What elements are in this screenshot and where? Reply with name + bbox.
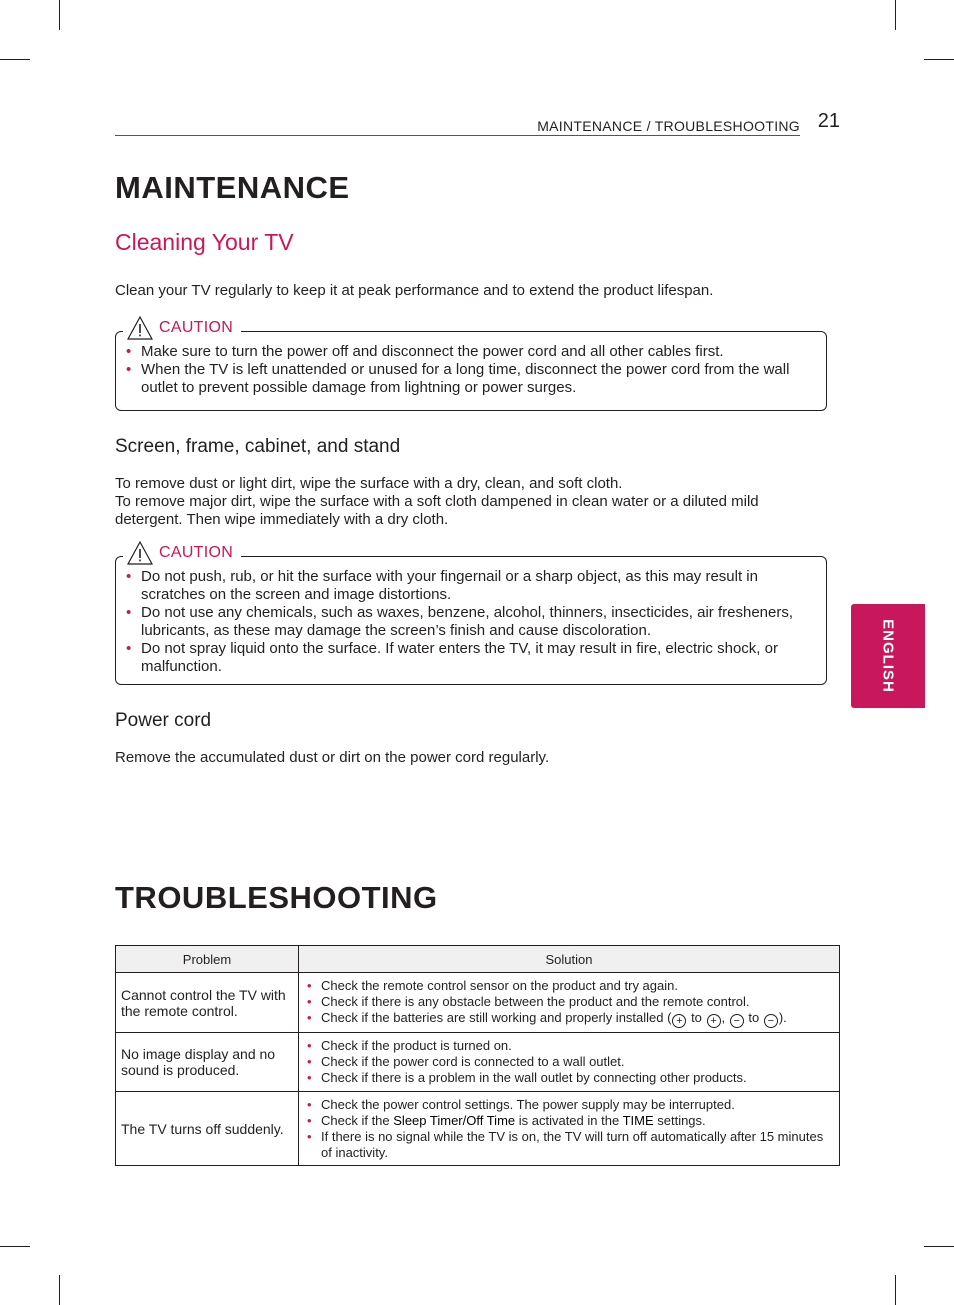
battery-text: ). <box>778 1009 787 1025</box>
caution-box <box>115 319 827 411</box>
troubleshooting-table <box>115 945 840 1166</box>
solution-cell <box>299 973 840 1033</box>
caution-label: CAUTION <box>159 319 234 336</box>
sleep-timer-setting-name: Sleep Timer/Off Time <box>393 1112 516 1128</box>
problem-cell: The TV turns off suddenly. <box>116 1092 299 1166</box>
problem-cell: No image display and no sound is produced. <box>116 1033 299 1092</box>
minus-button-icon: − <box>764 1014 778 1028</box>
troubleshooting-title: TROUBLESHOOTING <box>115 880 438 915</box>
page-header <box>115 112 840 138</box>
power-cord-text: Remove the accumulated dust or dirt on the power cord regularly. <box>115 749 550 766</box>
cleaning-intro: Clean your TV regularly to keep it at peak performance and to extend the product lifespan. <box>115 282 714 299</box>
solution-item <box>305 1010 834 1028</box>
screen-text-major-dirt: To remove major dirt, wipe the surface with a soft cloth dampened in clean water or a diluted mild detergent. Then wipe immediately with a dry cloth. <box>115 493 759 528</box>
power-cord-title: Power cord <box>115 710 212 731</box>
screen-text-light-dirt: To remove dust or light dirt, wipe the surface with a dry, clean, and soft cloth. <box>115 475 623 492</box>
solution-cell <box>299 1092 840 1166</box>
minus-button-icon: − <box>730 1014 744 1028</box>
solution-item: • Check if the product is turned on. <box>305 1038 834 1054</box>
crop-mark <box>924 1246 954 1247</box>
page-number: 21 <box>817 110 840 132</box>
sleep-text: settings. <box>653 1112 706 1128</box>
solution-item: • Check the remote control sensor on the product and try again. <box>305 978 834 994</box>
plus-button-icon: + <box>707 1014 721 1028</box>
caution-list <box>116 557 826 684</box>
problem-cell: Cannot control the TV with the remote control. <box>116 973 299 1033</box>
header-section-title: MAINTENANCE / TROUBLESHOOTING <box>537 118 800 134</box>
caution-item: • When the TV is left unattended or unused for a long time, disconnect the power cord from the wall outlet to prevent possible damage from lightning or power surges. <box>126 361 814 397</box>
battery-text: Check if the batteries are still working and properly installed ( <box>321 1009 672 1025</box>
warning-icon <box>127 316 153 340</box>
solution-item: • Check if there is a problem in the wall outlet by connecting other products. <box>305 1070 834 1086</box>
crop-mark <box>895 1275 896 1305</box>
screen-section-title: Screen, frame, cabinet, and stand <box>115 436 401 457</box>
sleep-text: Check if the <box>321 1112 394 1128</box>
crop-mark <box>59 1275 60 1305</box>
crop-mark <box>0 1246 30 1247</box>
column-header-solution: Solution <box>299 946 840 973</box>
caution-label: CAUTION <box>159 544 234 561</box>
battery-text: to <box>744 1009 763 1025</box>
plus-button-icon: + <box>672 1014 686 1028</box>
warning-icon <box>127 541 153 565</box>
caution-item: • Do not push, rub, or hit the surface with your fingernail or a sharp object, as this may result in scratches on the screen and image distortions. <box>126 568 814 604</box>
time-menu-name: TIME <box>622 1112 654 1128</box>
crop-mark <box>59 0 60 30</box>
column-header-problem: Problem <box>116 946 299 973</box>
solution-item: • Check the power control settings. The power supply may be interrupted. <box>305 1097 834 1113</box>
table-row <box>116 1033 840 1092</box>
battery-text: , <box>721 1009 729 1025</box>
solution-item: • If there is no signal while the TV is on, the TV will turn off automatically after 15 minutes of inactivity. <box>305 1129 834 1161</box>
caution-box <box>115 544 827 685</box>
language-tab <box>851 604 925 708</box>
table-row <box>116 1092 840 1166</box>
crop-mark <box>0 59 30 60</box>
solution-item <box>305 1113 834 1129</box>
header-divider <box>115 135 800 136</box>
caution-item: • Make sure to turn the power off and disconnect the power cord and all other cables first. <box>126 343 814 361</box>
solution-cell <box>299 1033 840 1092</box>
caution-heading <box>123 316 241 340</box>
caution-list <box>116 332 826 405</box>
battery-text: to <box>687 1009 706 1025</box>
caution-heading <box>123 541 241 565</box>
crop-mark <box>895 0 896 30</box>
maintenance-title: MAINTENANCE <box>115 170 350 205</box>
language-tab-label: ENGLISH <box>879 619 897 693</box>
caution-item: • Do not spray liquid onto the surface. If water enters the TV, it may result in fire, electric shock, or malfunction. <box>126 640 814 676</box>
cleaning-title: Cleaning Your TV <box>115 229 294 255</box>
solution-item: • Check if the power cord is connected to a wall outlet. <box>305 1054 834 1070</box>
sleep-text: is activated in the <box>515 1112 623 1128</box>
solution-item: • Check if there is any obstacle between the product and the remote control. <box>305 994 834 1010</box>
crop-mark <box>924 59 954 60</box>
table-row <box>116 973 840 1033</box>
caution-item: • Do not use any chemicals, such as waxes, benzene, alcohol, thinners, insecticides, air fresheners, lubricants, as these may damage the screen’s finish and cause discoloration. <box>126 604 814 640</box>
table-header-row <box>116 946 840 973</box>
